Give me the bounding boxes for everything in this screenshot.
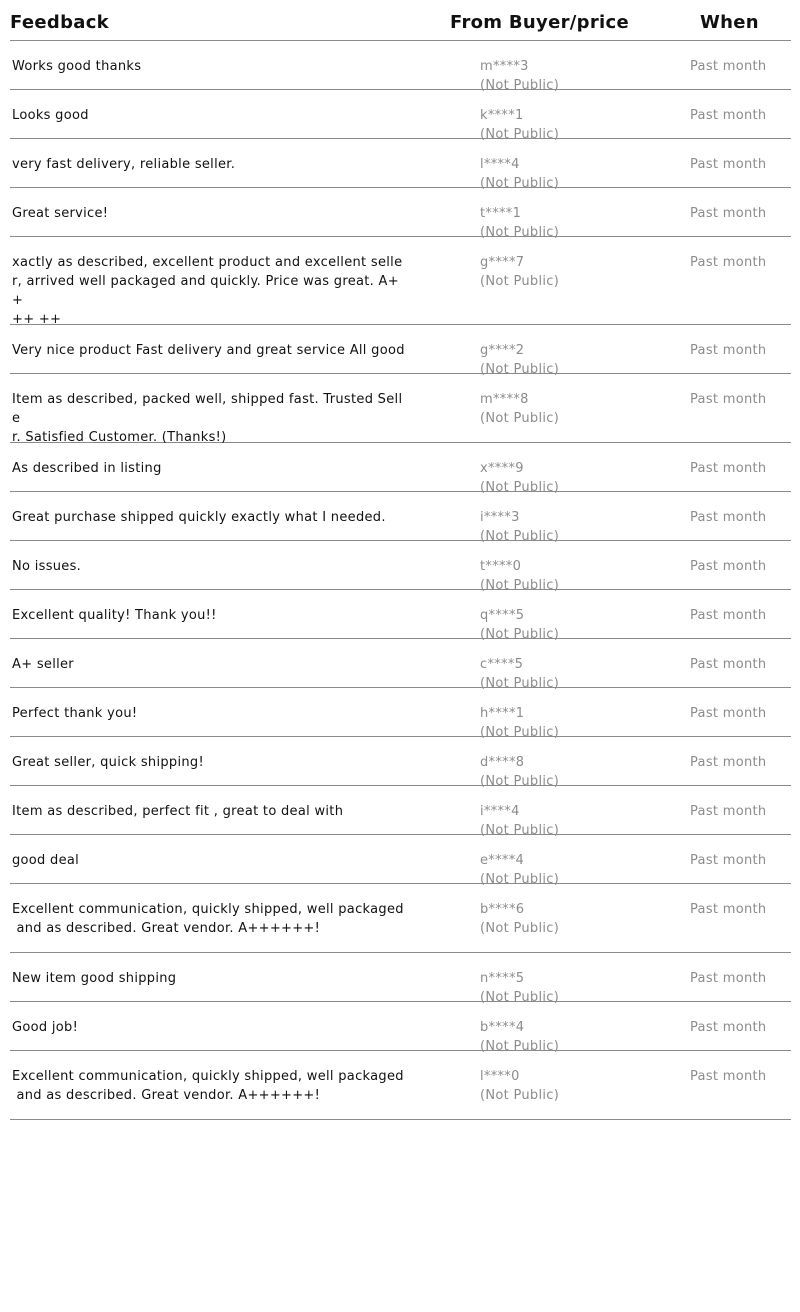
buyer-id: g****7 <box>480 255 525 270</box>
feedback-text: very fast delivery, reliable seller. <box>12 157 236 172</box>
table-row <box>10 90 791 142</box>
price-visibility: (Not Public) <box>480 480 560 495</box>
buyer-id: l****0 <box>480 1069 520 1084</box>
header-from-buyer-price: From Buyer/price <box>450 12 629 33</box>
buyer-id: t****1 <box>480 206 522 221</box>
buyer-id: q****5 <box>480 608 525 623</box>
feedback-date: Past month <box>690 343 767 358</box>
feedback-text: Good job! <box>12 1020 79 1035</box>
feedback-text: Great purchase shipped quickly exactly what I needed. <box>12 510 386 525</box>
buyer-id: m****8 <box>480 392 529 407</box>
table-header <box>10 0 791 41</box>
feedback-date: Past month <box>690 755 767 770</box>
table-body <box>10 41 791 1120</box>
buyer-id: i****3 <box>480 510 520 525</box>
price-visibility: (Not Public) <box>480 823 560 838</box>
buyer-id: c****5 <box>480 657 524 672</box>
feedback-date: Past month <box>690 804 767 819</box>
price-visibility: (Not Public) <box>480 725 560 740</box>
feedback-text: good deal <box>12 853 80 868</box>
price-visibility: (Not Public) <box>480 774 560 789</box>
price-visibility: (Not Public) <box>480 362 560 377</box>
table-row <box>10 139 791 191</box>
table-row <box>10 374 791 443</box>
buyer-id: b****6 <box>480 902 525 917</box>
table-row <box>10 492 791 544</box>
price-visibility: (Not Public) <box>480 990 560 1005</box>
buyer-id: d****8 <box>480 755 525 770</box>
feedback-date: Past month <box>690 902 767 917</box>
feedback-text: Excellent quality! Thank you!! <box>12 608 217 623</box>
buyer-cell <box>480 1067 559 1105</box>
table-row <box>10 737 791 789</box>
feedback-text: Excellent communication, quickly shipped, well packaged and as described. Great vendor. A++++++! <box>12 902 404 936</box>
buyer-id: e****4 <box>480 853 525 868</box>
feedback-text: Works good thanks <box>12 59 142 74</box>
feedback-date: Past month <box>690 108 767 123</box>
feedback-text: Perfect thank you! <box>12 706 138 721</box>
header-feedback: Feedback <box>10 12 109 33</box>
table-row <box>10 786 791 838</box>
buyer-id: m****3 <box>480 59 529 74</box>
price-visibility: (Not Public) <box>480 411 560 426</box>
price-visibility: (Not Public) <box>480 578 560 593</box>
price-visibility: (Not Public) <box>480 274 560 289</box>
feedback-date: Past month <box>690 657 767 672</box>
feedback-date: Past month <box>690 706 767 721</box>
feedback-text: Great service! <box>12 206 109 221</box>
buyer-id: h****1 <box>480 706 525 721</box>
feedback-text: As described in listing <box>12 461 162 476</box>
table-row <box>10 1051 791 1120</box>
feedback-text: Great seller, quick shipping! <box>12 755 204 770</box>
table-row <box>10 443 791 495</box>
feedback-date: Past month <box>690 1069 767 1084</box>
buyer-id: b****4 <box>480 1020 525 1035</box>
header-when: When <box>700 12 759 33</box>
table-row <box>10 835 791 887</box>
feedback-date: Past month <box>690 510 767 525</box>
price-visibility: (Not Public) <box>480 921 560 936</box>
table-row <box>10 541 791 593</box>
price-visibility: (Not Public) <box>480 529 560 544</box>
feedback-text: Item as described, packed well, shipped fast. Trusted Selle r. Satisfied Customer. (Thanks!) <box>12 392 403 445</box>
price-visibility: (Not Public) <box>480 676 560 691</box>
buyer-id: l****4 <box>480 157 520 172</box>
price-visibility: (Not Public) <box>480 627 560 642</box>
feedback-date: Past month <box>690 608 767 623</box>
table-row <box>10 953 791 1005</box>
feedback-date: Past month <box>690 59 767 74</box>
feedback-date: Past month <box>690 853 767 868</box>
feedback-text: Looks good <box>12 108 89 123</box>
feedback-date: Past month <box>690 461 767 476</box>
feedback-text: xactly as described, excellent product and excellent selle r, arrived well packaged and quickly. Price was great. A++ ++ ++ <box>12 255 403 327</box>
feedback-table <box>10 0 791 1120</box>
table-row <box>10 41 791 93</box>
feedback-text: No issues. <box>12 559 82 574</box>
feedback-date: Past month <box>690 157 767 172</box>
table-row <box>10 884 791 953</box>
feedback-text: Very nice product Fast delivery and great service All good <box>12 343 405 358</box>
buyer-id: k****1 <box>480 108 524 123</box>
feedback-date: Past month <box>690 255 767 270</box>
table-row <box>10 188 791 240</box>
buyer-id: n****5 <box>480 971 525 986</box>
price-visibility: (Not Public) <box>480 78 560 93</box>
buyer-cell <box>480 253 559 291</box>
feedback-date: Past month <box>690 559 767 574</box>
price-visibility: (Not Public) <box>480 225 560 240</box>
price-visibility: (Not Public) <box>480 872 560 887</box>
price-visibility: (Not Public) <box>480 176 560 191</box>
table-row <box>10 325 791 377</box>
buyer-cell <box>480 900 559 938</box>
buyer-id: g****2 <box>480 343 525 358</box>
buyer-id: t****0 <box>480 559 522 574</box>
buyer-id: x****9 <box>480 461 524 476</box>
feedback-date: Past month <box>690 971 767 986</box>
table-row <box>10 590 791 642</box>
feedback-date: Past month <box>690 392 767 407</box>
feedback-date: Past month <box>690 1020 767 1035</box>
price-visibility: (Not Public) <box>480 127 560 142</box>
table-row <box>10 688 791 740</box>
feedback-text: New item good shipping <box>12 971 177 986</box>
table-row <box>10 639 791 691</box>
feedback-text: Excellent communication, quickly shipped, well packaged and as described. Great vendor. A++++++! <box>12 1069 404 1103</box>
table-row <box>10 237 791 325</box>
feedback-text: A+ seller <box>12 657 74 672</box>
feedback-text: Item as described, perfect fit , great to deal with <box>12 804 344 819</box>
buyer-cell <box>480 390 559 428</box>
price-visibility: (Not Public) <box>480 1039 560 1054</box>
feedback-date: Past month <box>690 206 767 221</box>
buyer-id: i****4 <box>480 804 520 819</box>
table-row <box>10 1002 791 1054</box>
price-visibility: (Not Public) <box>480 1088 560 1103</box>
